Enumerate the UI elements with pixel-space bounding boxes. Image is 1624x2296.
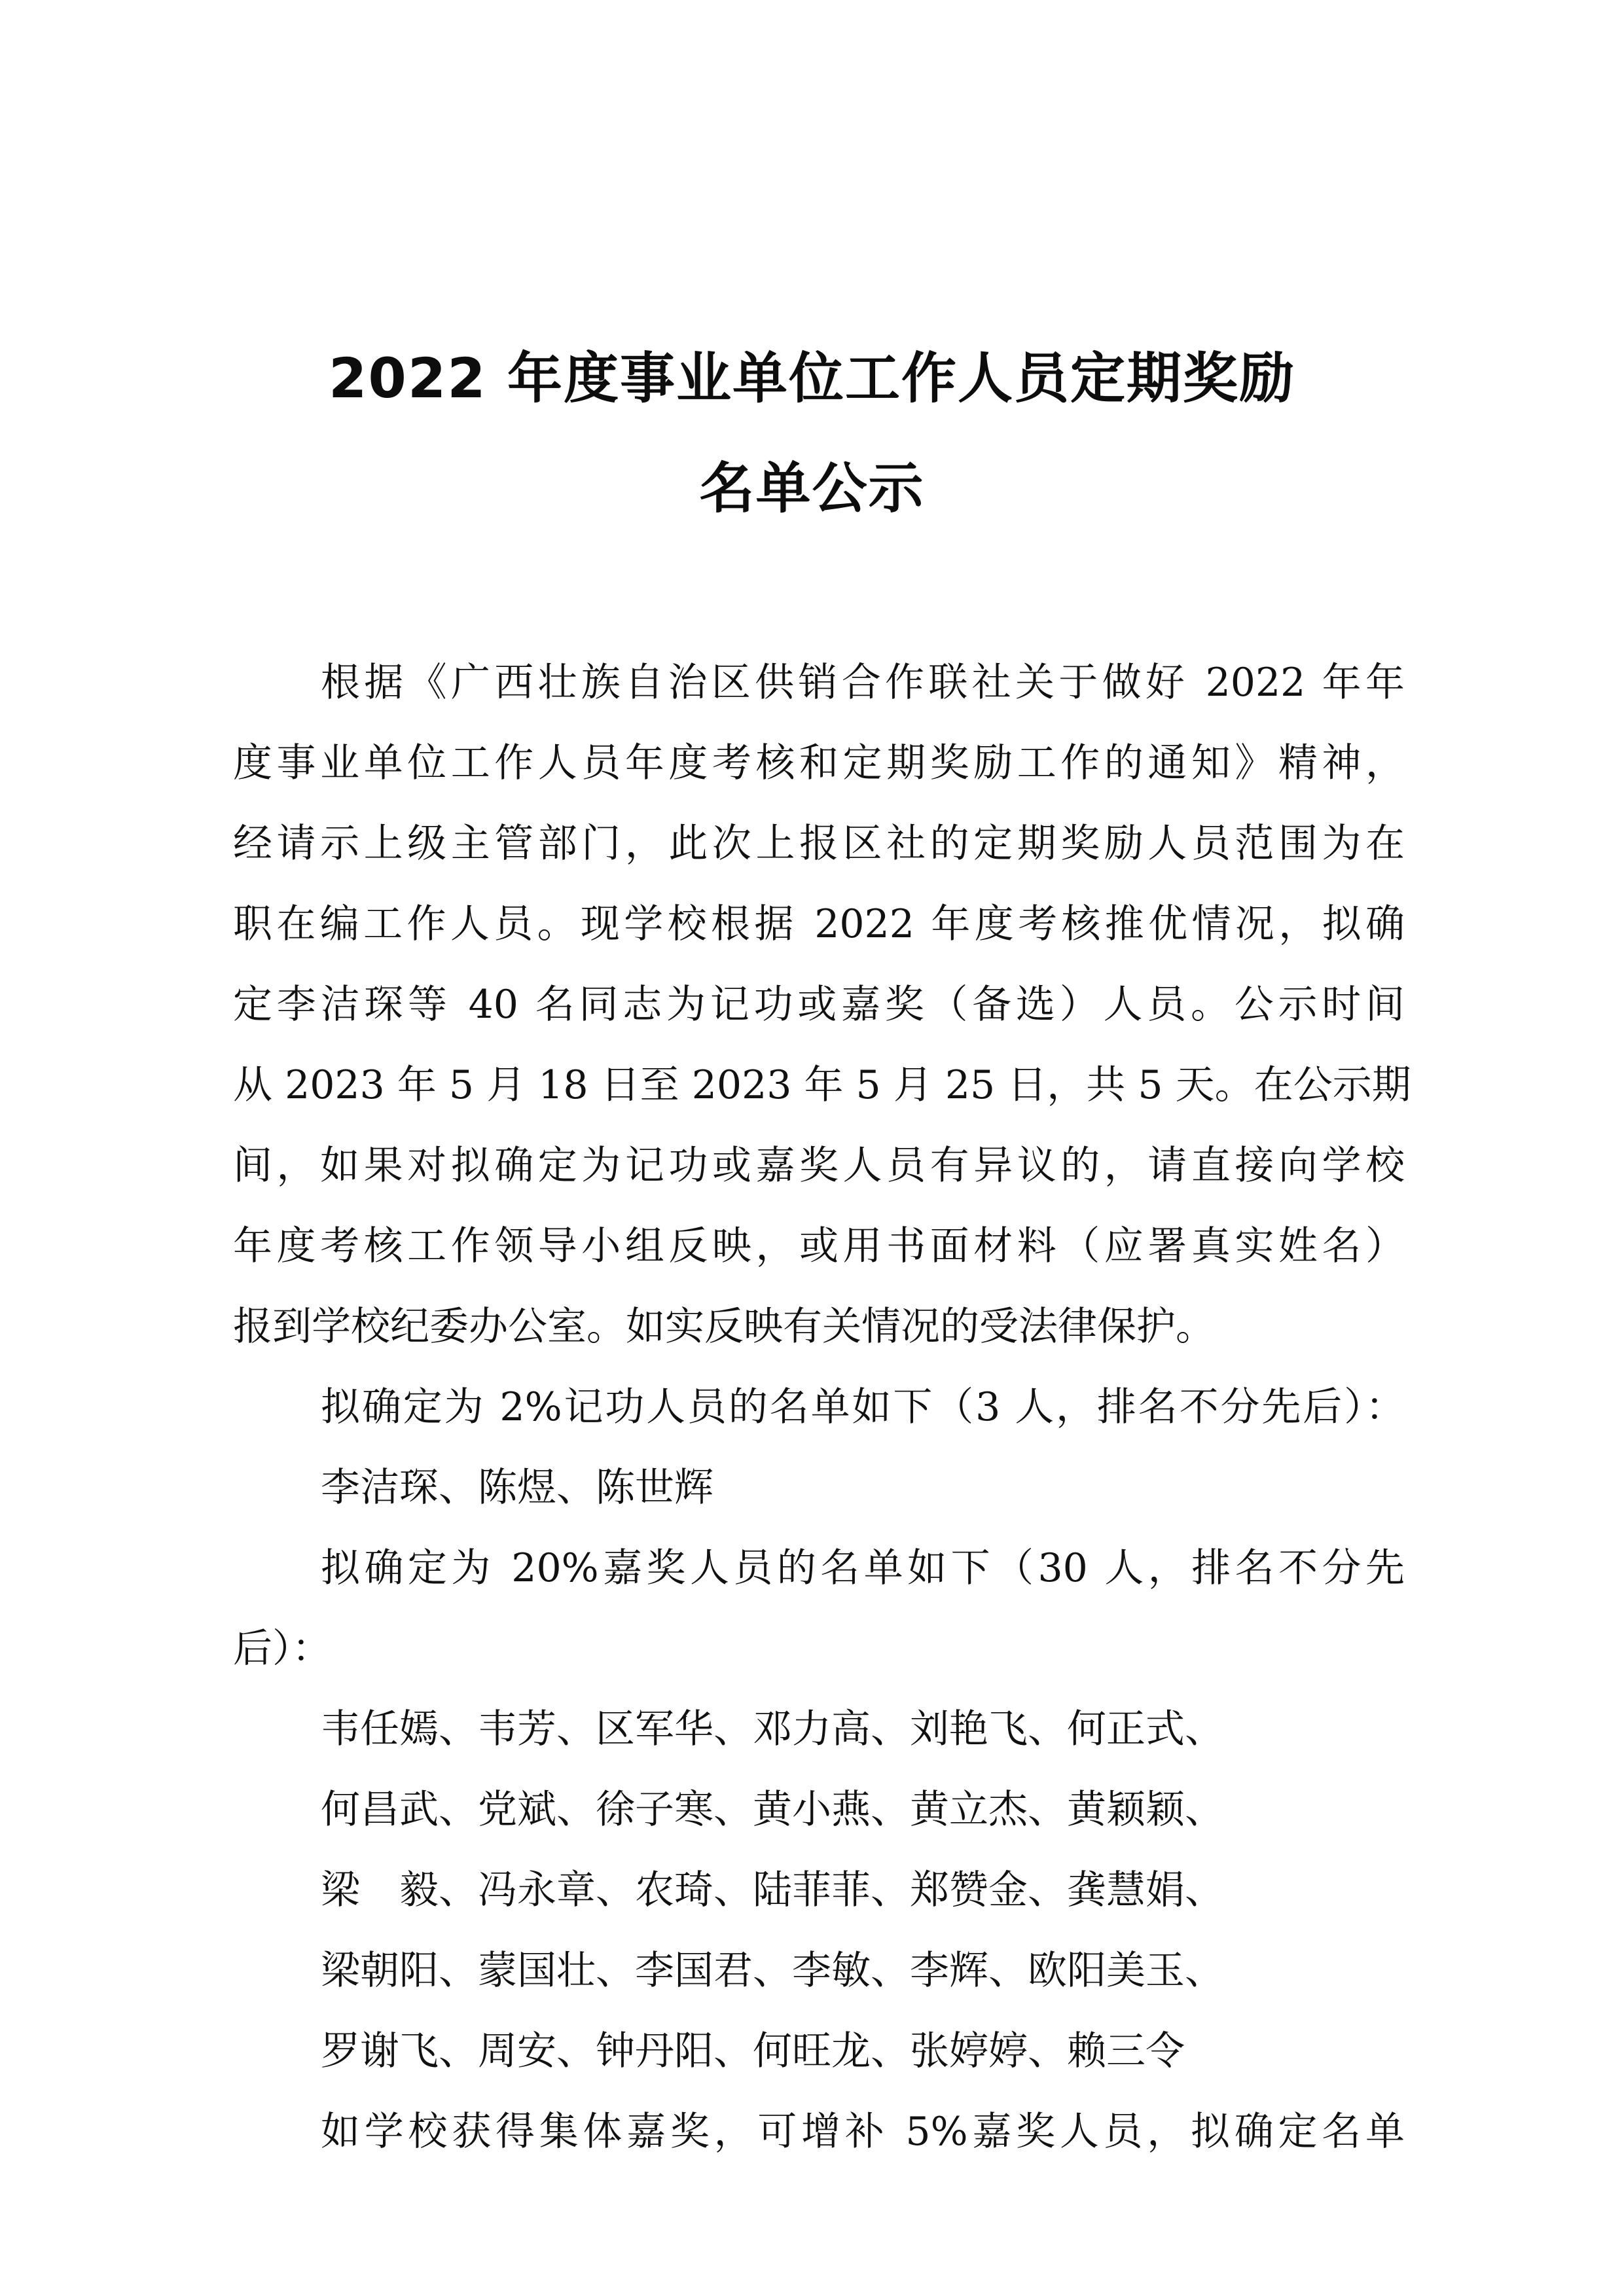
paragraph-line: 从 2023 年 5 月 18 日至 2023 年 5 月 25 日，共 5 天。在公示期 <box>233 1062 1411 1108</box>
paragraph-line: 职在编工作人员。现学校根据 2022 年度考核推优情况，拟确 <box>233 901 1405 947</box>
merit-heading: 拟确定为 2%记功人员的名单如下（3 人，排名不分先后）： <box>321 1384 1405 1430</box>
paragraph-line: 根据《广西壮族自治区供销合作联社关于做好 2022 年年 <box>321 660 1405 706</box>
paragraph-line: 间，如果对拟确定为记功或嘉奖人员有异议的，请直接向学校 <box>233 1143 1405 1189</box>
paragraph-line: 经请示上级主管部门，此次上报区社的定期奖励人员范围为在 <box>233 821 1405 867</box>
paragraph-line: 度事业单位工作人员年度考核和定期奖励工作的通知》精神， <box>233 740 1405 786</box>
commend-name-row: 何昌武、党斌、徐子寒、黄小燕、黄立杰、黄颖颖、 <box>321 1787 1224 1833</box>
commend-heading-continued: 后）： <box>233 1626 331 1672</box>
extra-commend-line: 如学校获得集体嘉奖，可增补 5%嘉奖人员，拟确定名单 <box>321 2109 1405 2155</box>
document-title-line-1: 2022 年度事业单位工作人员定期奖励 <box>328 346 1296 410</box>
commend-name-row: 韦任嫣、韦芳、区军华、邓力高、刘艳飞、何正式、 <box>321 1706 1224 1752</box>
commend-name-row: 梁朝阳、蒙国壮、李国君、李敏、李辉、欧阳美玉、 <box>321 1948 1224 1994</box>
commend-name-row: 梁 毅、冯永章、农琦、陆菲菲、郑赞金、龚慧娟、 <box>321 1867 1224 1913</box>
paragraph-line: 年度考核工作领导小组反映，或用书面材料（应署真实姓名） <box>233 1223 1405 1269</box>
paragraph-line: 定李洁琛等 40 名同志为记功或嘉奖（备选）人员。公示时间 <box>233 982 1405 1028</box>
document-title-line-2: 名单公示 <box>699 456 925 520</box>
commend-name-row: 罗谢飞、周安、钟丹阳、何旺龙、张婷婷、赖三令 <box>321 2028 1185 2074</box>
commend-heading: 拟确定为 20%嘉奖人员的名单如下（30 人，排名不分先 <box>321 1545 1405 1591</box>
merit-names: 李洁琛、陈煜、陈世辉 <box>321 1465 713 1511</box>
paragraph-line: 报到学校纪委办公室。如实反映有关情况的受法律保护。 <box>233 1304 1215 1350</box>
